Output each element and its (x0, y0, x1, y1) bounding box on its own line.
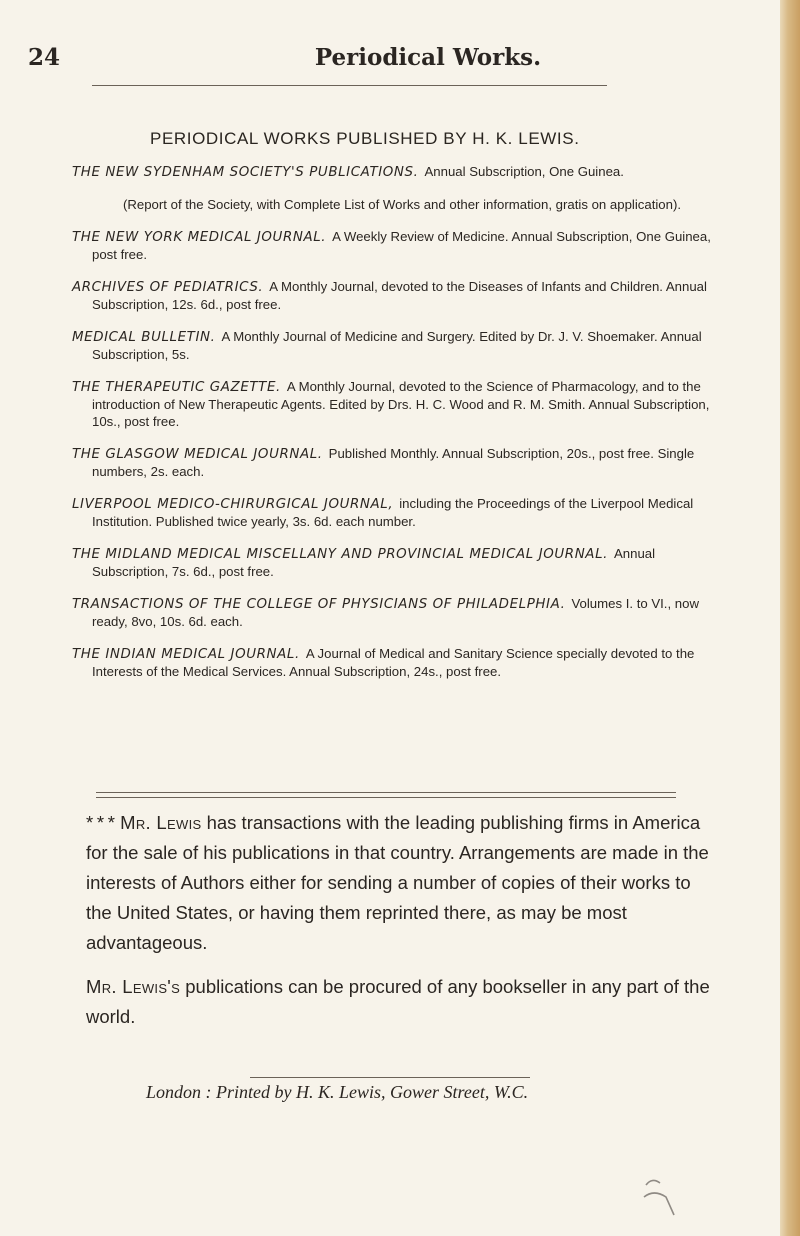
periodical-description: Published Monthly. Annual Subscription, 20s., post free. Single numbers, 2s. each. (92, 446, 695, 479)
periodical-description: A Monthly Journal, devoted to the Diseases of Infants and Children. Annual Subscription, 12s. 6d., post free. (92, 279, 707, 312)
periodical-title: THE INDIAN MEDICAL JOURNAL. (72, 647, 300, 662)
list-item (72, 228, 732, 263)
periodical-title: THE NEW YORK MEDICAL JOURNAL. (72, 230, 327, 245)
list-item (72, 163, 732, 181)
list-item (72, 545, 732, 580)
printer-imprint: London : Printed by H. K. Lewis, Gower Street, W.C. (146, 1082, 529, 1102)
society-note: (Report of the Society, with Complete List of Works and other information, gratis on application). (122, 197, 682, 212)
periodical-description: A Monthly Journal, devoted to the Science of Pharmacology, and to the introduction of New Therapeutic Agents. Edited by Drs. H. C. Wood and R. M. Smith. Annual Subscription, 10s., post free. (92, 379, 710, 429)
page-header (28, 44, 728, 74)
periodical-description: A Weekly Review of Medicine. Annual Subscription, One Guinea, post free. (92, 229, 711, 262)
notice-paragraph (72, 972, 712, 1032)
periodical-title: ARCHIVES OF PEDIATRICS. (72, 280, 264, 295)
periodicals-list (72, 163, 732, 695)
periodical-description: A Monthly Journal of Medicine and Surgery. Edited by Dr. J. V. Shoemaker. Annual Subscription, 5s. (92, 329, 702, 362)
notice-text: has transactions with the leading publishing firms in America for the sale of his publications in that country. Arrangements are made in the interests of Authors either for sending a number of copies of their works to the United States, or having them reprinted there, as may be most advantageous. (86, 812, 709, 953)
section-divider (96, 792, 676, 798)
periodical-title: THE GLASGOW MEDICAL JOURNAL. (72, 447, 323, 462)
periodical-description: Annual Subscription, 7s. 6d., post free. (92, 546, 656, 579)
notice-text: publications can be procured of any bookseller in any part of the world. (86, 976, 710, 1027)
header-rule (92, 85, 607, 86)
periodical-title: THE NEW SYDENHAM SOCIETY'S PUBLICATIONS. (72, 165, 419, 180)
periodical-description: including the Proceedings of the Liverpool Medical Institution. Published twice yearly, 3s. 6d. each number. (92, 496, 694, 529)
list-item (72, 378, 732, 430)
notice-paragraph (72, 808, 712, 958)
periodical-title: THE THERAPEUTIC GAZETTE. (72, 380, 281, 395)
periodical-title: TRANSACTIONS OF THE COLLEGE OF PHYSICIANS OF PHILADELPHIA. (72, 597, 566, 612)
page-number: 24 (28, 44, 61, 71)
periodical-title: THE MIDLAND MEDICAL MISCELLANY AND PROVINCIAL MEDICAL JOURNAL. (72, 547, 608, 562)
list-item (72, 645, 732, 680)
imprint-rule (250, 1077, 530, 1078)
periodical-title: MEDICAL BULLETIN. (72, 330, 216, 345)
section-heading: PERIODICAL WORKS PUBLISHED BY H. K. LEWIS. (150, 129, 580, 148)
list-item (72, 278, 732, 313)
running-title: Periodical Works. (314, 44, 542, 71)
periodical-description: Volumes I. to VI., now ready, 8vo, 10s. 6d. each. (92, 596, 699, 629)
list-item (72, 445, 732, 480)
publisher-name: Mr. Lewis (120, 812, 202, 833)
periodical-title: LIVERPOOL MEDICO-CHIRURGICAL JOURNAL, (72, 497, 394, 512)
list-item (72, 495, 732, 530)
list-item (72, 328, 732, 363)
publisher-notice (72, 808, 712, 1046)
periodical-description: Annual Subscription, One Guinea. (424, 164, 624, 179)
ink-mark-icon (640, 1175, 680, 1220)
publisher-name: Mr. Lewis's (86, 976, 181, 997)
periodical-description: A Journal of Medical and Sanitary Science specially devoted to the Interests of the Medical Services. Annual Subscription, 24s., post free. (92, 646, 695, 679)
asterism-mark: * * * (86, 812, 116, 833)
book-binding-edge (780, 0, 800, 1236)
list-item (72, 595, 732, 630)
